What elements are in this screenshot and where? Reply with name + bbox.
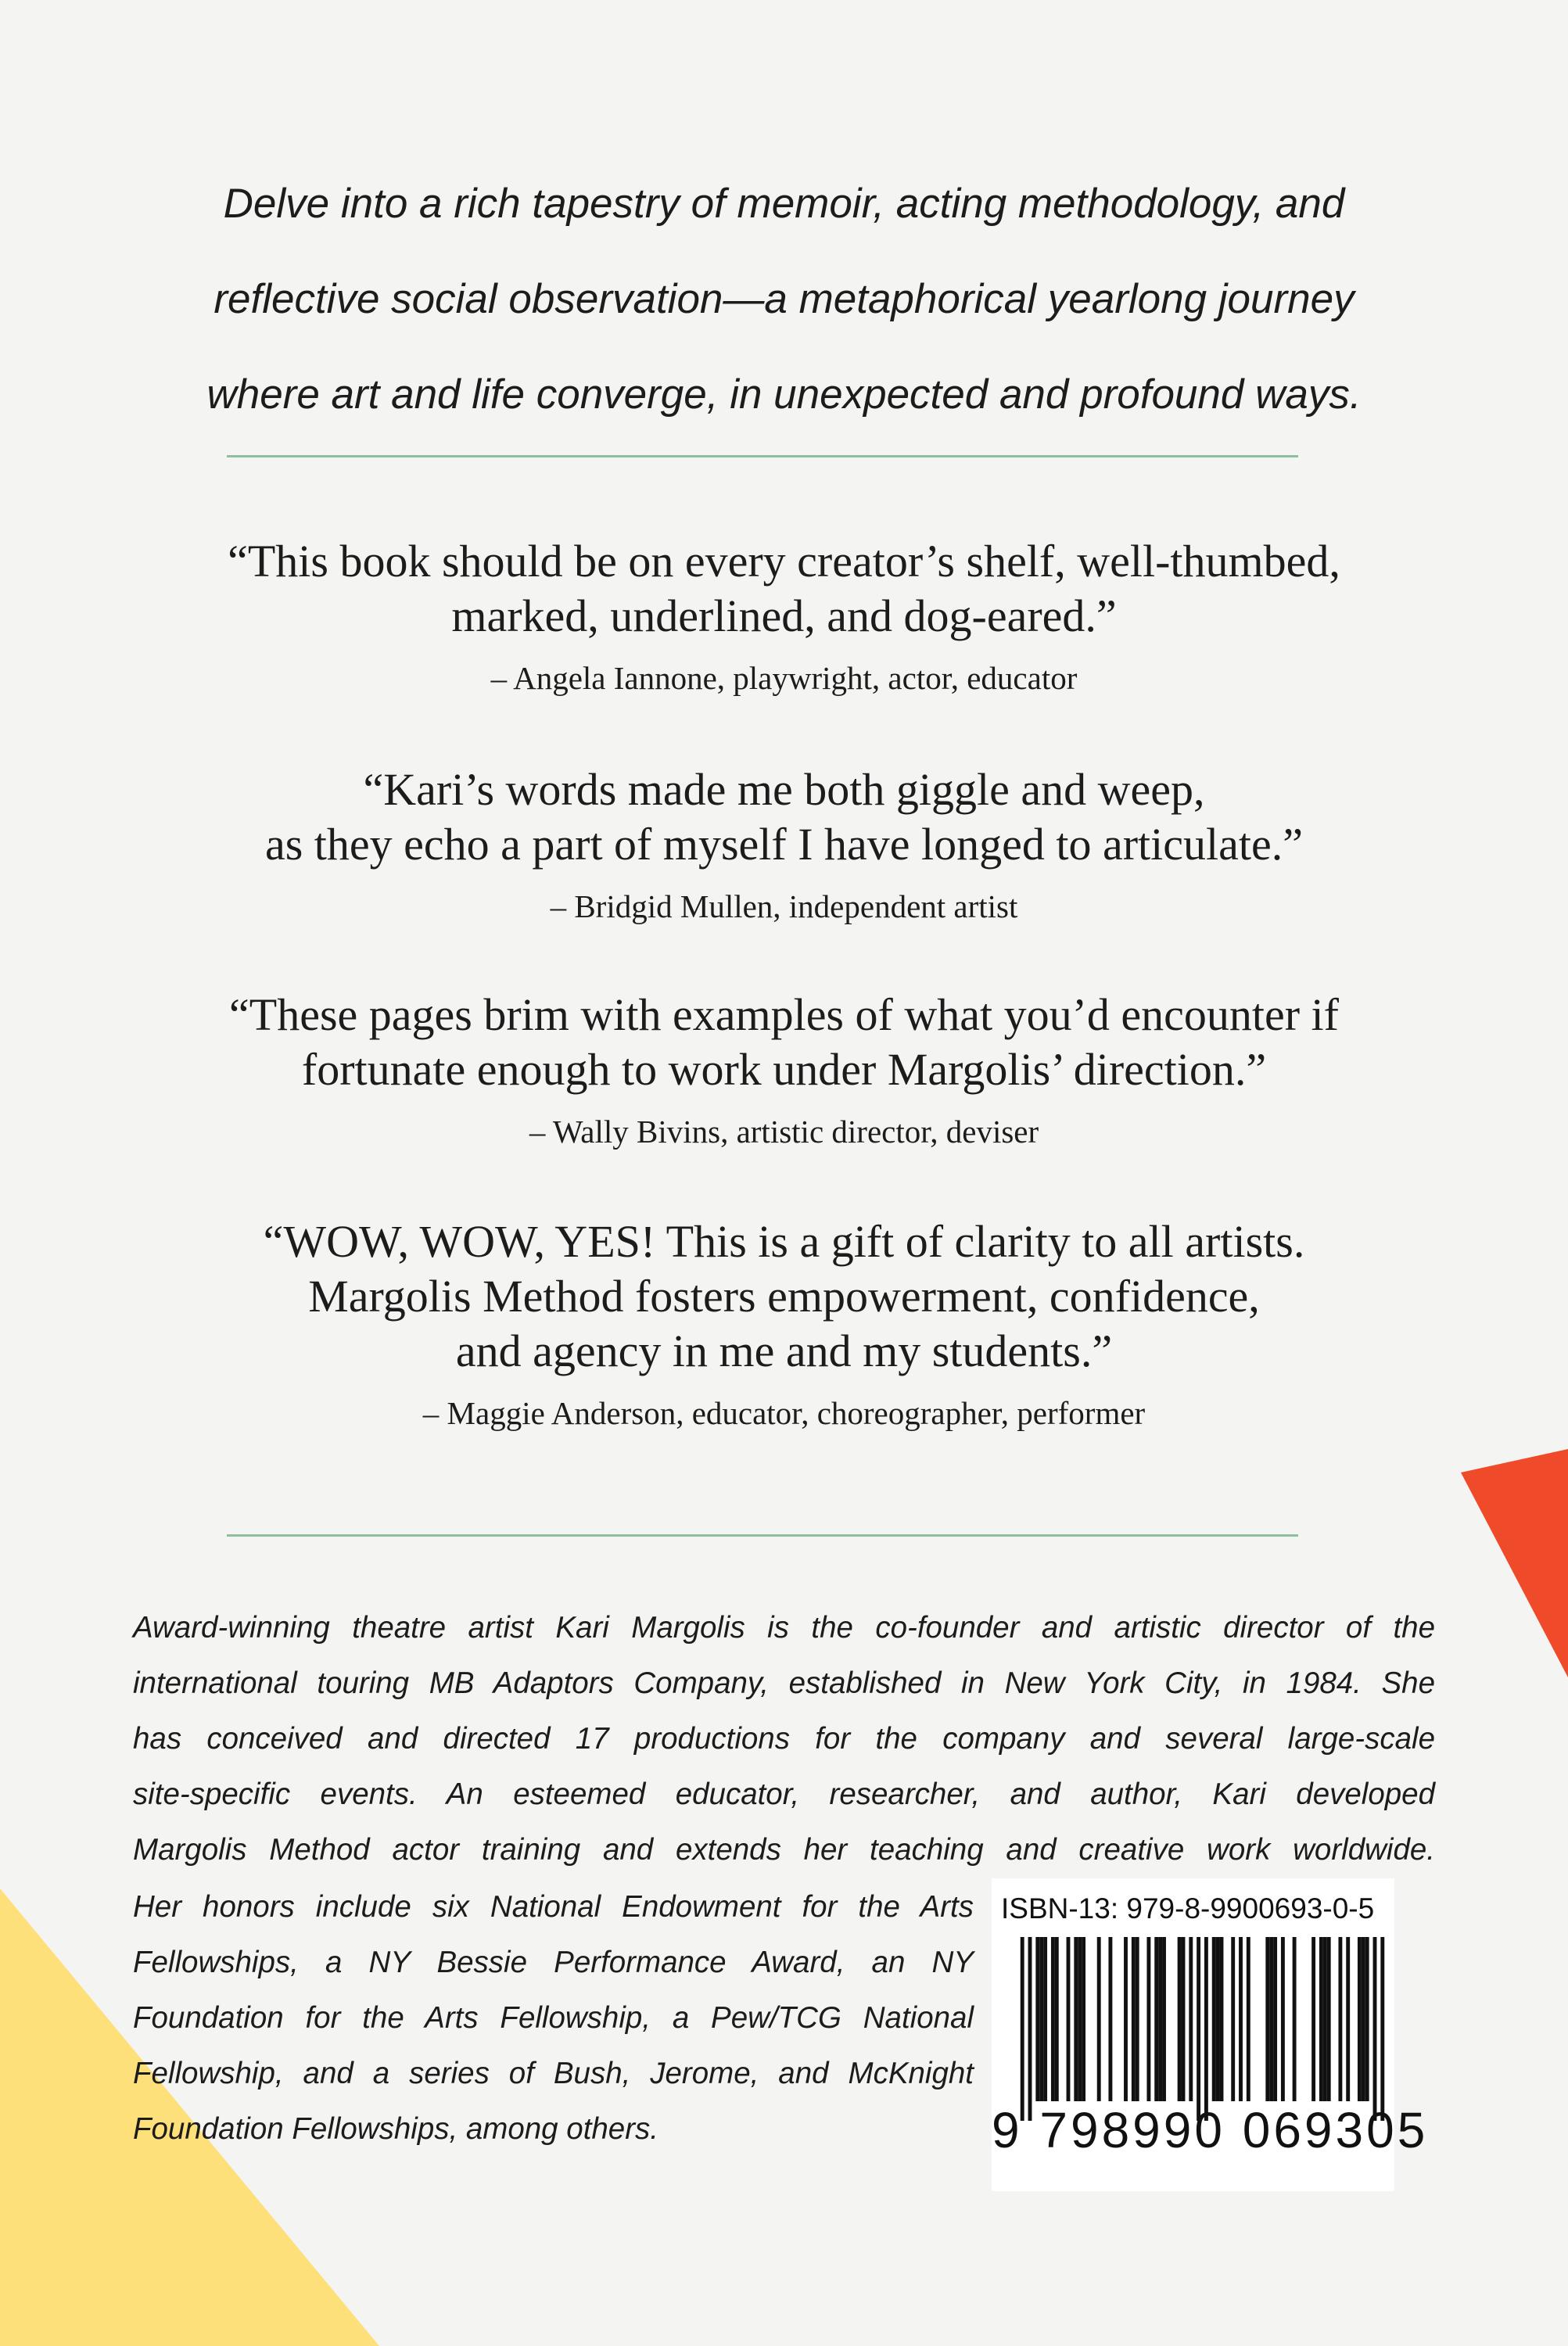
testimonial-quote — [0, 988, 1568, 1097]
barcode-bar — [1136, 1937, 1139, 2101]
barcode-bar — [1231, 1937, 1235, 2101]
quote-line: “This book should be on every creator’s shelf, well-thumbed, — [228, 536, 1340, 586]
barcode-bar — [1108, 1937, 1112, 2101]
bio-line: Margolis Method actor training and extends her teaching and creative work worldwide. — [133, 1833, 1435, 1867]
barcode-bar — [1035, 1937, 1039, 2101]
barcode-bar — [1124, 1937, 1128, 2101]
quote-line: as they echo a part of myself I have longed to articulate.” — [264, 819, 1303, 870]
barcode-bar — [1182, 1937, 1186, 2101]
barcode-digits: 9 798990 069305 — [992, 2102, 1429, 2158]
quote-line: marked, underlined, and dog-eared.” — [451, 590, 1117, 641]
quote-line: and agency in me and my students.” — [455, 1325, 1113, 1376]
barcode-bar — [1273, 1937, 1277, 2101]
testimonial-quote — [0, 534, 1568, 644]
quote-line: “These pages brim with examples of what you’d encounter if — [229, 989, 1339, 1040]
barcode-bar — [1178, 1937, 1182, 2101]
bio-line: Fellowships, a NY Bessie Performance Award, an NY — [133, 1946, 974, 1979]
testimonial — [0, 1214, 1568, 1437]
barcode-bar — [1082, 1937, 1085, 2101]
barcode-bar — [1380, 1937, 1384, 2121]
barcode-bar — [1162, 1937, 1166, 2101]
bio-line: has conceived and directed 17 productions for the company and several large-scale — [133, 1722, 1435, 1756]
divider-top — [227, 455, 1298, 457]
isbn-label: ISBN-13: 979-8-9900693-0-5 — [1001, 1892, 1375, 1925]
bio-line: site-specific events. An esteemed educator, researcher, and author, Kari developed — [133, 1777, 1435, 1811]
barcode-bar — [1021, 1937, 1024, 2121]
barcode-bar — [1365, 1937, 1369, 2101]
barcode-bar — [1197, 1937, 1200, 2121]
barcode-bar — [1154, 1937, 1158, 2101]
barcode-bar — [1247, 1937, 1250, 2101]
testimonial — [0, 762, 1568, 930]
barcode-bar — [1212, 1937, 1216, 2101]
quote-line: “WOW, WOW, YES! This is a gift of clarity to all artists. — [263, 1216, 1305, 1267]
barcode-bar — [1158, 1937, 1162, 2101]
testimonial-attribution: – Angela Iannone, playwright, actor, educator — [490, 660, 1078, 696]
barcode-bar — [1132, 1937, 1136, 2101]
bio-line: Award-winning theatre artist Kari Margolis is the co-founder and artistic director of the — [133, 1611, 1435, 1645]
barcode-bar — [1097, 1937, 1101, 2101]
tagline-line: reflective social observation—a metaphorical yearlong journey — [213, 276, 1355, 322]
barcode-bar — [1265, 1937, 1269, 2101]
bio-line: Her honors include six National Endowment for the Arts — [133, 1890, 974, 1924]
barcode-bar — [1362, 1937, 1365, 2101]
quote-line: Margolis Method fosters empowerment, confidence, — [308, 1271, 1260, 1322]
testimonial — [0, 988, 1568, 1155]
testimonial-quote — [0, 762, 1568, 872]
bio-line: Fellowship, and a series of Bush, Jerome, and McKnight — [133, 2057, 974, 2090]
testimonial-attribution: – Bridgid Mullen, independent artist — [550, 888, 1018, 924]
bio-line: Foundation for the Arts Fellowship, a Pew/TCG National — [133, 2001, 974, 2035]
tagline-line: where art and life converge, in unexpected and profound ways. — [206, 371, 1362, 418]
quote-line: “Kari’s words made me both giggle and weep, — [363, 764, 1205, 815]
testimonial-attribution: – Maggie Anderson, educator, choreographer, performer — [422, 1395, 1146, 1431]
testimonial — [0, 534, 1568, 701]
author-bio — [133, 1600, 1435, 1878]
barcode-bar — [1281, 1937, 1285, 2101]
barcode-bar — [1074, 1937, 1078, 2101]
barcode-bar — [1043, 1937, 1047, 2101]
barcode-bar — [1319, 1937, 1323, 2101]
author-honors — [133, 1879, 974, 2157]
tagline-line: Delve into a rich tapestry of memoir, acting methodology, and — [223, 181, 1345, 227]
bio-line: Foundation Fellowships, among others. — [133, 2112, 658, 2146]
barcode-bar — [1204, 1937, 1208, 2121]
divider-bottom — [227, 1534, 1298, 1537]
barcode-bar — [1078, 1937, 1082, 2101]
bio-line: international touring MB Adaptors Company, established in New York City, in 1984. She — [133, 1666, 1435, 1700]
barcode-bar — [1055, 1937, 1059, 2101]
red-triangle-shape — [1461, 1449, 1568, 1677]
barcode-bar — [1323, 1937, 1327, 2101]
barcode-bar — [1216, 1937, 1220, 2101]
tagline — [102, 156, 1466, 443]
barcode-bar — [1051, 1937, 1055, 2101]
barcode-bar — [1346, 1937, 1350, 2101]
barcode-bar — [1189, 1937, 1193, 2101]
barcode-bar — [1373, 1937, 1377, 2121]
barcode-bar — [1311, 1937, 1315, 2101]
barcode-bar — [1358, 1937, 1362, 2101]
barcode-bar — [1039, 1937, 1043, 2101]
barcode-bar — [1220, 1937, 1224, 2101]
barcode-bar — [1293, 1937, 1297, 2101]
quote-line: fortunate enough to work under Margolis’ direction.” — [301, 1044, 1267, 1095]
isbn-barcode — [992, 1878, 1429, 2191]
testimonial-quote — [0, 1214, 1568, 1379]
barcode-bar — [1338, 1937, 1342, 2101]
barcode-bar — [1028, 1937, 1032, 2121]
barcode-bar — [1327, 1937, 1331, 2101]
testimonial-attribution: – Wally Bivins, artistic director, deviser — [529, 1114, 1039, 1150]
barcode-bar — [1146, 1937, 1150, 2101]
barcode-bar — [1239, 1937, 1243, 2101]
barcode-bar — [1269, 1937, 1273, 2101]
barcode-bar — [1067, 1937, 1071, 2101]
